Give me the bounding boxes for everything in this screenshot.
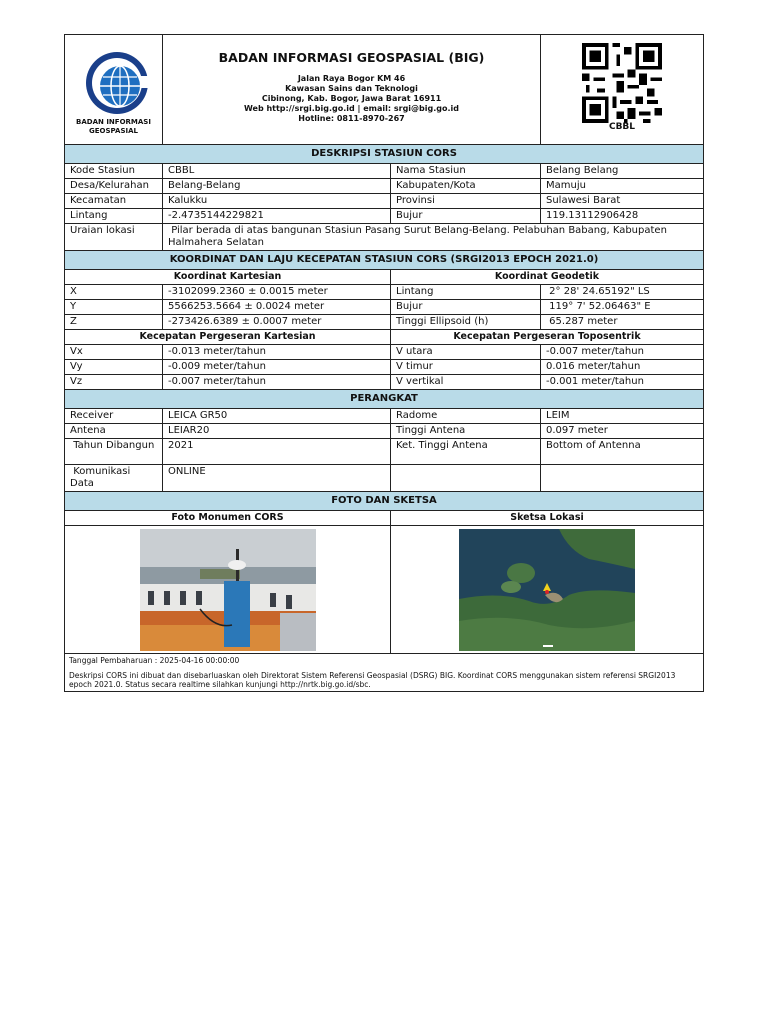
lintang-label: Lintang [65, 209, 163, 224]
vy-label: Vy [65, 360, 163, 375]
address-line-4: Web http://srgi.big.go.id | email: srgi@big.go.id [243, 104, 460, 113]
section-coord-title: KOORDINAT DAN LAJU KECEPATAN STASIUN CORS (SRGI2013 EPOCH 2021.0) [65, 251, 704, 270]
vel-cart-title: Kecepatan Pergeseran Kartesian [65, 330, 391, 345]
logo-text-2: GEOSPASIAL [89, 126, 138, 135]
footer-note: Deskripsi CORS ini dibuat dan disebarluaskan oleh Direktorat Sistem Referensi Geospasial (DSRG) BIG. Koordinat CORS menggunakan sistem referensi SRGI2013 epoch 2021.0. Status secara realtime silahkan kunjungi http://nrtk.big.go.id/sbc. [69, 671, 676, 689]
nama-value: Belang Belang [541, 164, 704, 179]
footer-cell [65, 654, 704, 692]
antena-value: LEIAR20 [163, 424, 391, 439]
vn-label: V utara [391, 345, 541, 360]
nama-label: Nama Stasiun [391, 164, 541, 179]
vy-value: -0.009 meter/tahun [163, 360, 391, 375]
qr-caption: CBBL [608, 122, 636, 132]
kec-value: Kalukku [163, 194, 391, 209]
kode-label: Kode Stasiun [65, 164, 163, 179]
uraian-label: Uraian lokasi [65, 224, 163, 251]
z-value: -273426.6389 ± 0.0007 meter [163, 315, 391, 330]
org-title: BADAN INFORMASI GEOSPASIAL (BIG) [218, 50, 485, 65]
x-label: X [65, 285, 163, 300]
geo-lat-value: 2° 28' 24.65192" LS [541, 285, 704, 300]
sketsa-title: Sketsa Lokasi [391, 511, 704, 526]
geo-h-value: 65.287 meter [541, 315, 704, 330]
geodetic-title: Koordinat Geodetik [391, 270, 704, 285]
vn-value: -0.007 meter/tahun [541, 345, 704, 360]
updated-date: Tanggal Pembaharuan : 2025-04-16 00:00:00 [69, 656, 240, 665]
komunikasi-value: ONLINE [163, 465, 391, 492]
address-line-3: Cibinong, Kab. Bogor, Jawa Barat 16911 [261, 94, 442, 103]
vu-label: V vertikal [391, 375, 541, 390]
receiver-label: Receiver [65, 409, 163, 424]
ve-value: 0.016 meter/tahun [541, 360, 704, 375]
geo-lon-value: 119° 7' 52.06463" E [541, 300, 704, 315]
desa-label: Desa/Kelurahan [65, 179, 163, 194]
tinggi-label: Tinggi Antena [391, 424, 541, 439]
cors-description-sheet [64, 34, 703, 692]
address-line-1: Jalan Raya Bogor KM 46 [297, 74, 406, 83]
ket-value: Bottom of Antenna [541, 439, 704, 465]
monument-photo-image [140, 529, 316, 651]
location-map-image [459, 529, 635, 651]
kab-value: Mamuju [541, 179, 704, 194]
geo-h-label: Tinggi Ellipsoid (h) [391, 315, 541, 330]
address-line-5: Hotline: 0811-8970-267 [298, 114, 405, 123]
section-photo-title: FOTO DAN SKETSA [65, 492, 704, 511]
main-table [64, 34, 704, 692]
tahun-label: Tahun Dibangun [65, 439, 163, 465]
qr-cell [541, 35, 704, 145]
kab-label: Kabupaten/Kota [391, 179, 541, 194]
empty-cell-2 [541, 465, 704, 492]
section-desc-title: DESKRIPSI STASIUN CORS [65, 145, 704, 164]
vx-value: -0.013 meter/tahun [163, 345, 391, 360]
vu-value: -0.001 meter/tahun [541, 375, 704, 390]
vel-topo-title: Kecepatan Pergeseran Toposentrik [391, 330, 704, 345]
bujur-value: 119.13112906428 [541, 209, 704, 224]
vz-label: Vz [65, 375, 163, 390]
address-line-2: Kawasan Sains dan Teknologi [285, 84, 418, 93]
tinggi-value: 0.097 meter [541, 424, 704, 439]
sketsa-map-cell [391, 526, 704, 654]
section-device-title: PERANGKAT [65, 390, 704, 409]
receiver-value: LEICA GR50 [163, 409, 391, 424]
uraian-value: Pilar berada di atas bangunan Stasiun Pasang Surut Belang-Belang. Pelabuhan Babang, Kabupaten Halmahera Selatan [163, 224, 704, 251]
y-label: Y [65, 300, 163, 315]
radome-value: LEIM [541, 409, 704, 424]
tahun-value: 2021 [163, 439, 391, 465]
bujur-label: Bujur [391, 209, 541, 224]
komunikasi-label: Komunikasi Data [65, 465, 163, 492]
big-logo-icon [79, 50, 149, 116]
vx-label: Vx [65, 345, 163, 360]
antena-label: Antena [65, 424, 163, 439]
header-center [163, 35, 541, 145]
radome-label: Radome [391, 409, 541, 424]
ket-label: Ket. Tinggi Antena [391, 439, 541, 465]
cartesian-title: Koordinat Kartesian [65, 270, 391, 285]
prov-label: Provinsi [391, 194, 541, 209]
vz-value: -0.007 meter/tahun [163, 375, 391, 390]
desa-value: Belang-Belang [163, 179, 391, 194]
z-label: Z [65, 315, 163, 330]
monumen-photo-cell [65, 526, 391, 654]
logo-text-1: BADAN INFORMASI [76, 117, 151, 126]
kec-label: Kecamatan [65, 194, 163, 209]
logo-cell [65, 35, 163, 145]
monumen-title: Foto Monumen CORS [65, 511, 391, 526]
y-value: 5566253.5664 ± 0.0024 meter [163, 300, 391, 315]
x-value: -3102099.2360 ± 0.0015 meter [163, 285, 391, 300]
geo-lat-label: Lintang [391, 285, 541, 300]
geo-lon-label: Bujur [391, 300, 541, 315]
ve-label: V timur [391, 360, 541, 375]
qr-code-icon [580, 43, 664, 123]
empty-cell-1 [391, 465, 541, 492]
lintang-value: -2.4735144229821 [163, 209, 391, 224]
prov-value: Sulawesi Barat [541, 194, 704, 209]
kode-value: CBBL [163, 164, 391, 179]
